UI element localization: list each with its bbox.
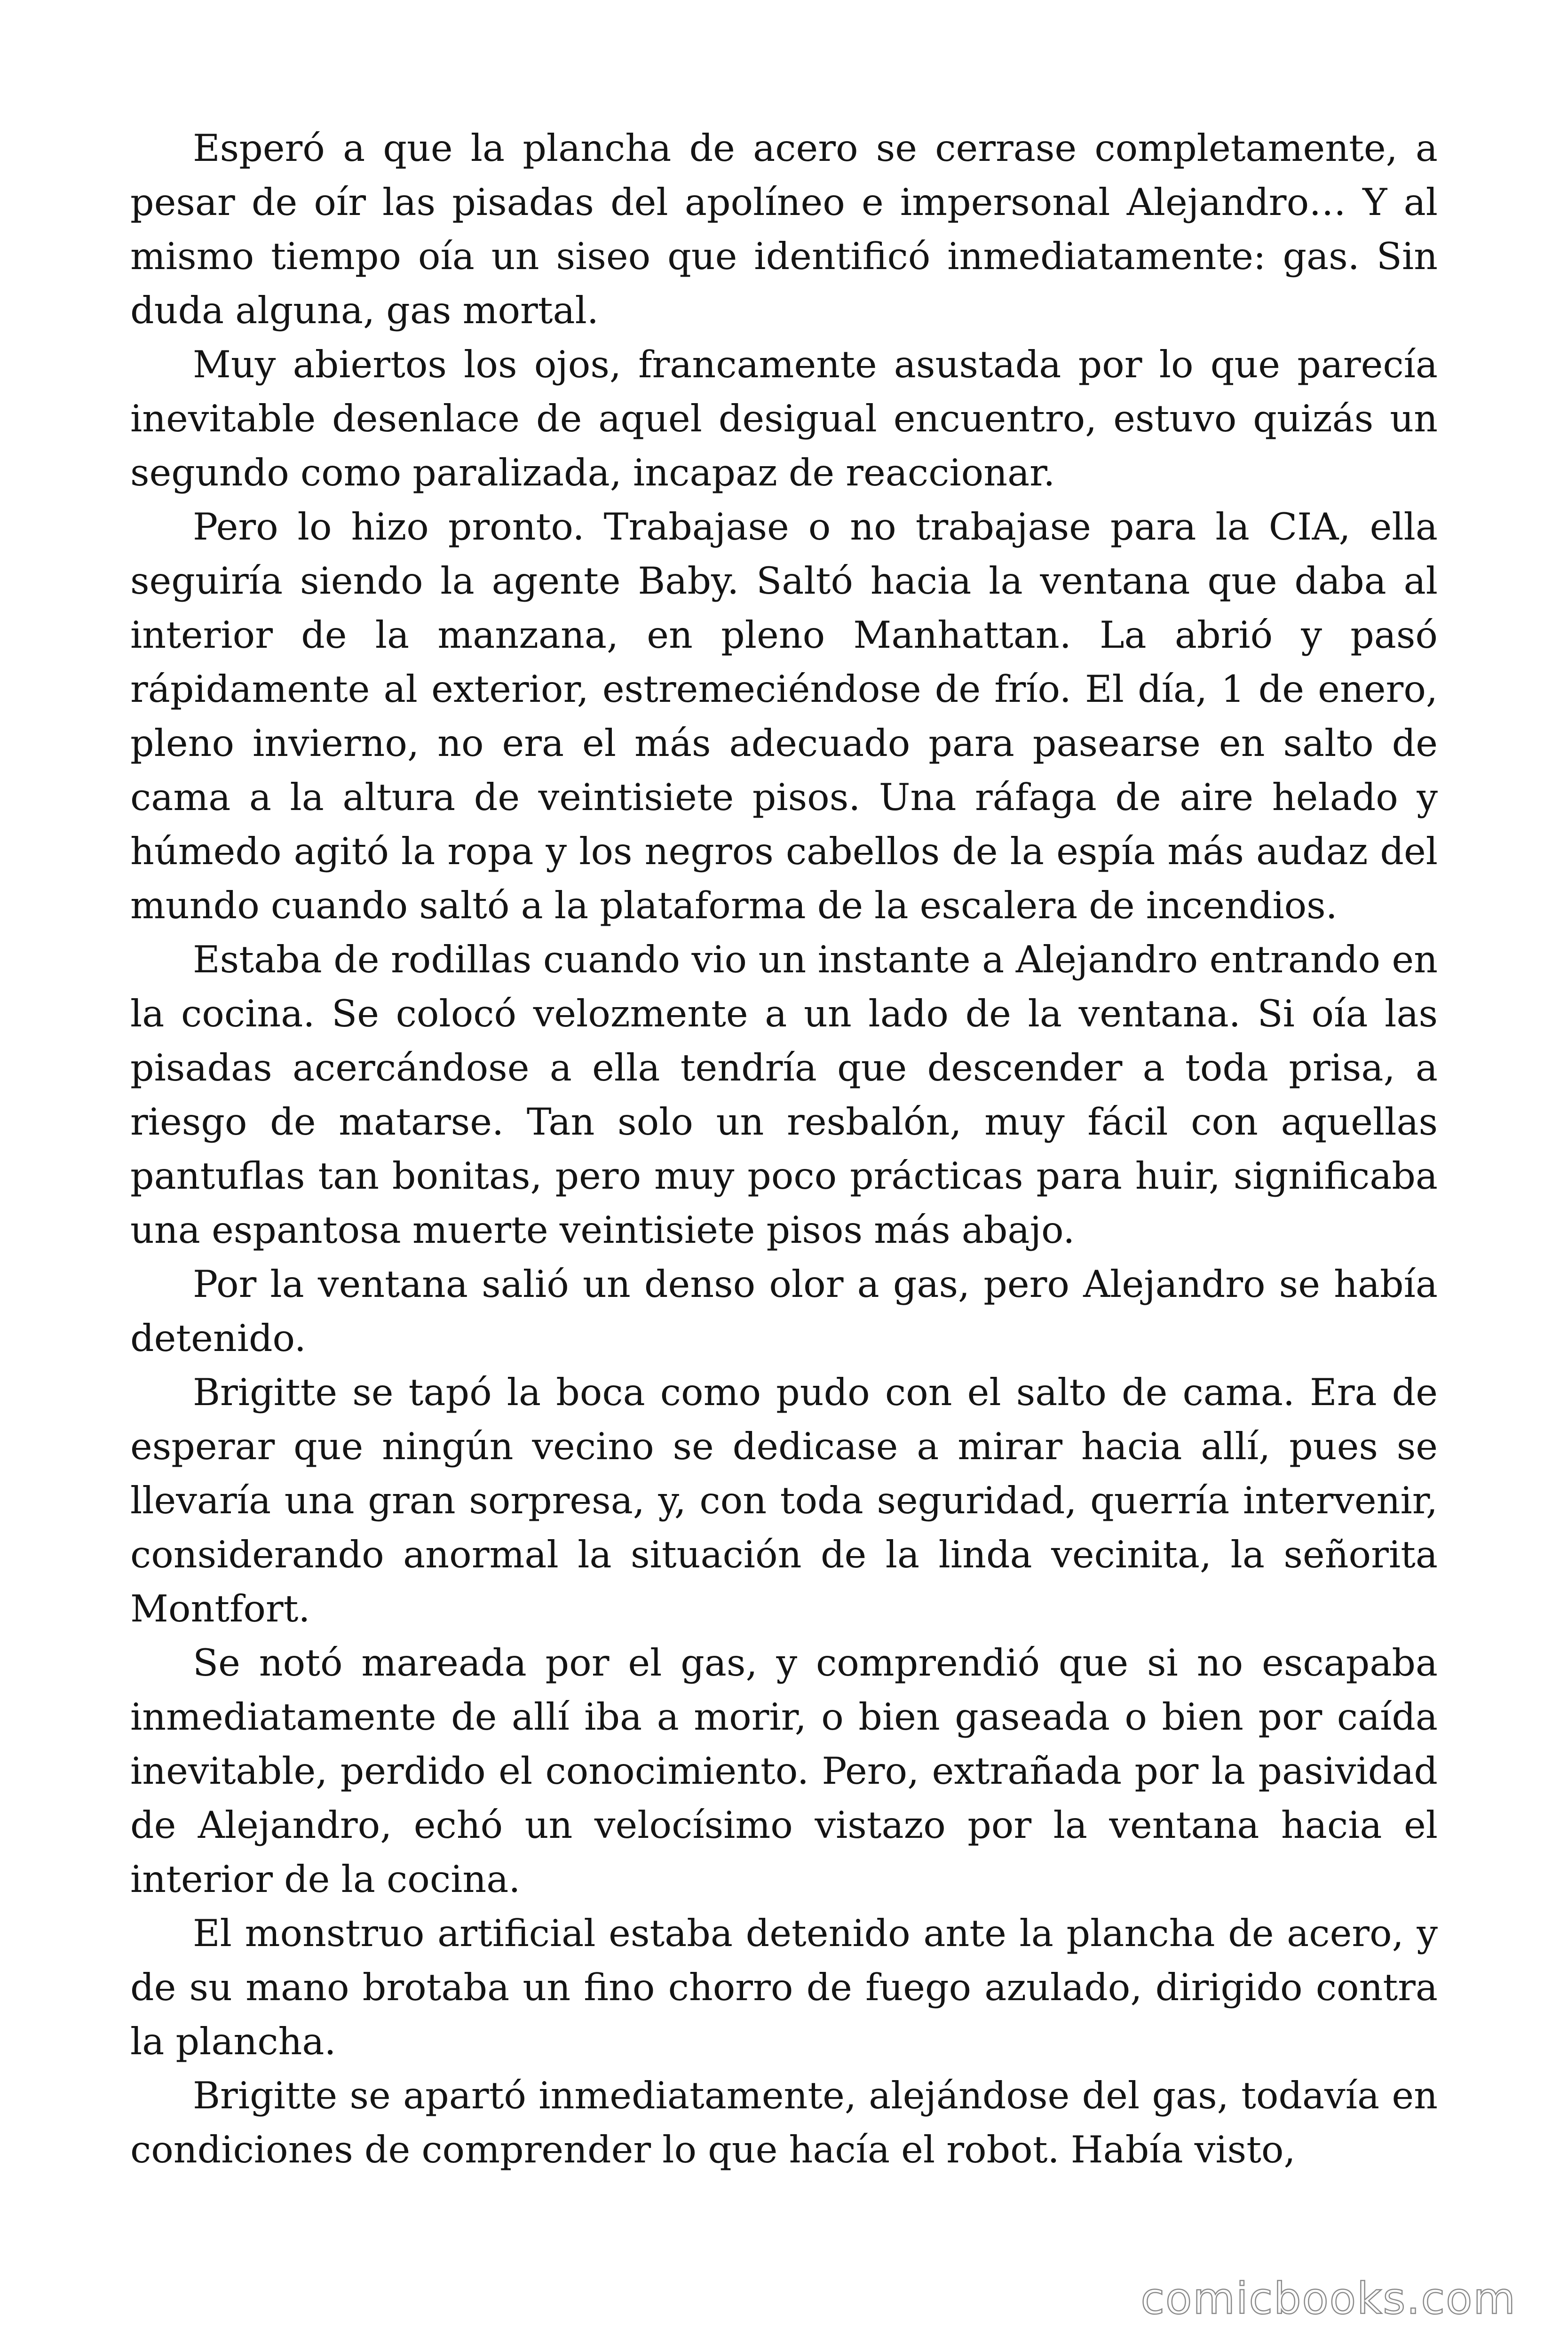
watermark: comicbooks.com bbox=[1140, 2273, 1516, 2324]
paragraph: Pero lo hizo pronto. Trabajase o no trabajase para la CIA, ella seguiría siendo la agente Baby. Saltó hacia la ventana que daba al interior de la manzana, en pleno Manhattan. La abrió y pasó rápidamente al exterior, estremeciéndose de frío. El día, 1 de enero, pleno invierno, no era el más adecuado para pasearse en salto de cama a la altura de veintisiete pisos. Una ráfaga de aire helado y húmedo agitó la ropa y los negros cabellos de la espía más audaz del mundo cuando saltó a la plataforma de la escalera de incendios. bbox=[130, 505, 1438, 927]
paragraph: El monstruo artificial estaba detenido ante la plancha de acero, y de su mano brotaba un fino chorro de fuego azulado, dirigido contra la plancha. bbox=[130, 1912, 1438, 2063]
paragraph: Brigitte se apartó inmediatamente, alejándose del gas, todavía en condiciones de comprender lo que hacía el robot. Había visto, bbox=[130, 2074, 1438, 2171]
paragraph: Esperó a que la plancha de acero se cerrase completamente, a pesar de oír las pisadas del apolíneo e impersonal Alejandro… Y al mismo tiempo oía un siseo que identificó inmediatamente: gas. Sin duda alguna, gas mortal. bbox=[130, 127, 1438, 332]
paragraph: Brigitte se tapó la boca como pudo con el salto de cama. Era de esperar que ningún vecino se dedicase a mirar hacia allí, pues se llevaría una gran sorpresa, y, con toda seguridad, querría intervenir, considerando anormal la situación de la linda vecinita, la señorita Montfort. bbox=[130, 1371, 1438, 1630]
paragraph: Muy abiertos los ojos, francamente asustada por lo que parecía inevitable desenlace de aquel desigual encuentro, estuvo quizás un segundo como paralizada, incapaz de reaccionar. bbox=[130, 343, 1438, 494]
paragraph: Se notó mareada por el gas, y comprendió que si no escapaba inmediatamente de allí iba a morir, o bien gaseada o bien por caída inevitable, perdido el conocimiento. Pero, extrañada por la pasividad de Alejandro, echó un velocísimo vistazo por la ventana hacia el interior de la cocina. bbox=[130, 1641, 1438, 1901]
paragraph: Estaba de rodillas cuando vio un instante a Alejandro entrando en la cocina. Se colocó velozmente a un lado de la ventana. Si oía las pisadas acercándose a ella tendría que descender a toda prisa, a riesgo de matarse. Tan solo un resbalón, muy fácil con aquellas pantuflas tan bonitas, pero muy poco prácticas para huir, significaba una espantosa muerte veintisiete pisos más abajo. bbox=[130, 938, 1438, 1252]
body-text bbox=[130, 121, 1438, 2177]
paragraph: Por la ventana salió un denso olor a gas, pero Alejandro se había detenido. bbox=[130, 1263, 1438, 1360]
